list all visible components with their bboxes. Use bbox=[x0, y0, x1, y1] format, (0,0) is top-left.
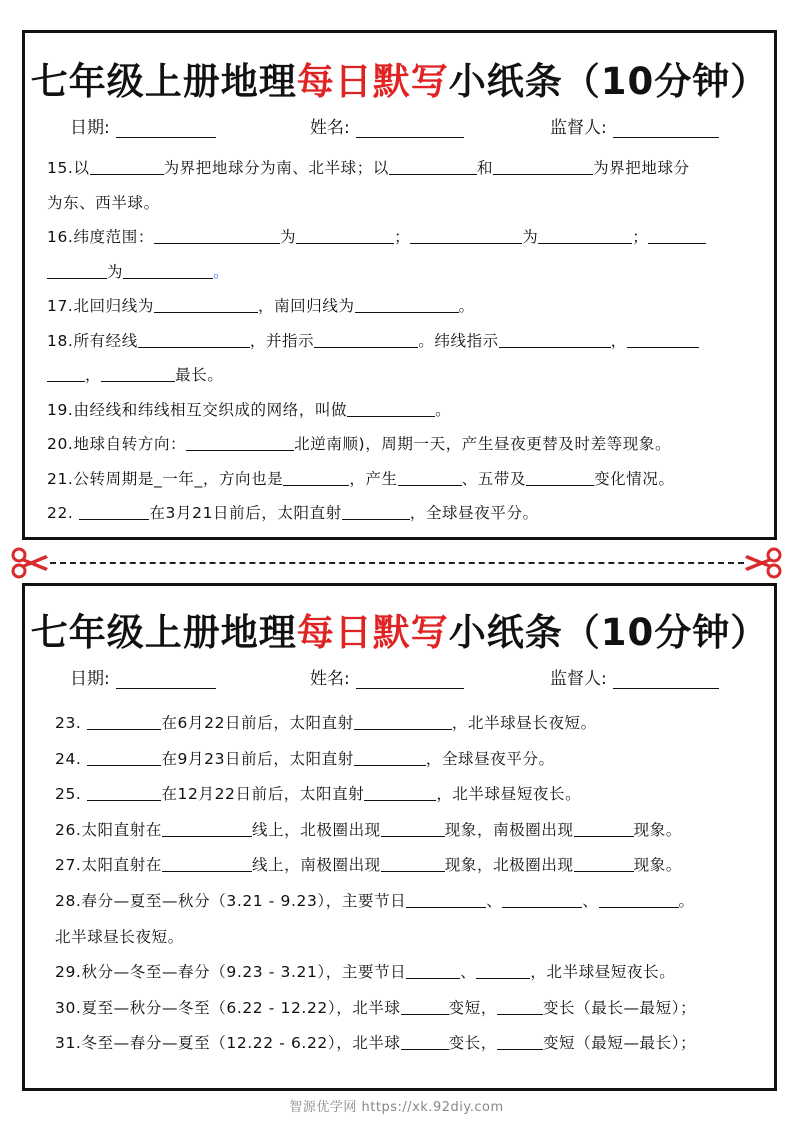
name-field[interactable] bbox=[310, 664, 464, 689]
question-27 bbox=[55, 848, 756, 884]
question-28-continued bbox=[55, 920, 756, 956]
answer-blank[interactable] bbox=[381, 819, 445, 837]
answer-blank[interactable] bbox=[410, 226, 522, 244]
title-suffix: 小纸条（10分钟） bbox=[448, 60, 769, 103]
answer-blank[interactable] bbox=[354, 748, 426, 766]
question-text: 为 bbox=[279, 228, 297, 246]
answer-blank[interactable] bbox=[87, 783, 161, 801]
question-28 bbox=[55, 884, 756, 920]
question-29 bbox=[55, 955, 756, 991]
question-31 bbox=[55, 1026, 756, 1062]
question-text: 现象。 bbox=[633, 856, 682, 875]
question-text: 18. bbox=[47, 331, 74, 350]
question-30 bbox=[55, 991, 756, 1027]
answer-blank[interactable] bbox=[347, 399, 435, 417]
question-text: 现象。 bbox=[633, 820, 682, 839]
question-text: ，北半球昼长夜短。 bbox=[451, 714, 597, 732]
question-list bbox=[25, 151, 774, 531]
name-blank[interactable] bbox=[356, 120, 464, 138]
question-text: 变长， bbox=[448, 1034, 497, 1053]
supervisor-field[interactable] bbox=[550, 664, 719, 689]
question-text: 在9月23日前后，太阳直射 bbox=[161, 749, 354, 768]
question-text: ，北半球昼短夜长。 bbox=[436, 785, 582, 804]
supervisor-blank[interactable] bbox=[613, 120, 719, 138]
question-text: 线上，北极圈出现 bbox=[251, 820, 381, 839]
question-text: 16. bbox=[47, 228, 74, 246]
question-text: 最长。 bbox=[175, 366, 224, 384]
question-text: 太阳直射在 bbox=[81, 856, 162, 875]
cut-line bbox=[0, 546, 793, 580]
answer-blank[interactable] bbox=[364, 783, 436, 801]
answer-blank[interactable] bbox=[47, 261, 107, 279]
scissors-icon bbox=[743, 546, 783, 580]
question-text: 地球自转方向： bbox=[73, 435, 187, 453]
answer-blank[interactable] bbox=[406, 890, 486, 908]
question-text: 北回归线为 bbox=[73, 297, 154, 315]
question-23 bbox=[55, 706, 756, 742]
question-19 bbox=[47, 393, 756, 428]
card-title bbox=[25, 610, 774, 656]
date-blank[interactable] bbox=[116, 120, 216, 138]
title-suffix: 小纸条（10分钟） bbox=[448, 611, 769, 654]
question-text: 变短， bbox=[448, 998, 497, 1017]
answer-blank[interactable] bbox=[154, 226, 280, 244]
answer-blank[interactable] bbox=[314, 330, 418, 348]
question-text: 纬度范围： bbox=[73, 228, 154, 246]
date-label: 日期: bbox=[70, 118, 110, 138]
question-text: 、 bbox=[582, 891, 599, 910]
question-text: ，产生 bbox=[349, 469, 398, 488]
question-text: 27. bbox=[55, 856, 82, 875]
question-text: 秋分—冬至—春分（9.23 - 3.21），主要节日 bbox=[81, 963, 407, 982]
question-text: ，南回归线为 bbox=[257, 297, 355, 315]
question-text: 在12月22日前后，太阳直射 bbox=[161, 785, 365, 804]
answer-blank[interactable] bbox=[497, 997, 543, 1015]
scissors-icon bbox=[10, 546, 50, 580]
question-text: 21. bbox=[47, 469, 74, 488]
question-text: 现象，南极圈出现 bbox=[444, 820, 574, 839]
answer-blank[interactable] bbox=[389, 157, 477, 175]
answer-blank[interactable] bbox=[574, 819, 634, 837]
date-label: 日期: bbox=[70, 669, 110, 689]
name-blank[interactable] bbox=[356, 671, 464, 689]
question-text: 在3月21日前后，太阳直射 bbox=[149, 504, 342, 522]
supervisor-blank[interactable] bbox=[613, 671, 719, 689]
date-field[interactable] bbox=[70, 113, 216, 138]
question-text: 和 bbox=[476, 159, 494, 177]
question-text: 太阳直射在 bbox=[81, 820, 162, 839]
question-text: ； bbox=[394, 228, 411, 246]
question-text: 22. bbox=[47, 504, 74, 522]
answer-blank[interactable] bbox=[574, 854, 634, 872]
question-text: 。 bbox=[213, 262, 230, 281]
question-text: ，全球昼夜平分。 bbox=[425, 749, 555, 768]
question-text: ， bbox=[610, 331, 627, 350]
question-text: 变化情况。 bbox=[594, 469, 675, 488]
supervisor-label: 监督人: bbox=[550, 669, 607, 689]
answer-blank[interactable] bbox=[162, 819, 252, 837]
question-text: 以 bbox=[73, 159, 90, 177]
answer-blank[interactable] bbox=[401, 1032, 449, 1050]
question-text: 31. bbox=[55, 1034, 82, 1053]
question-text: 变短（最短—最长）； bbox=[542, 1034, 697, 1053]
answer-blank[interactable] bbox=[526, 468, 594, 486]
answer-blank[interactable] bbox=[90, 157, 164, 175]
answer-blank[interactable] bbox=[401, 997, 449, 1015]
answer-blank[interactable] bbox=[355, 295, 459, 313]
question-text: 、 bbox=[486, 891, 503, 910]
question-text: 春分—夏至—秋分（3.21 - 9.23），主要节日 bbox=[81, 891, 407, 910]
question-text: 为界把地球分 bbox=[593, 159, 690, 177]
date-blank[interactable] bbox=[116, 671, 216, 689]
question-text: 19. bbox=[47, 400, 74, 419]
question-text: 现象，北极圈出现 bbox=[444, 856, 574, 875]
name-label: 姓名: bbox=[310, 118, 350, 138]
question-text: 20. bbox=[47, 435, 74, 453]
question-text: ，全球昼夜平分。 bbox=[409, 504, 539, 522]
question-21 bbox=[47, 462, 756, 497]
dictation-card-1 bbox=[22, 30, 777, 540]
question-text: 冬至—春分—夏至（12.22 - 6.22），北半球 bbox=[81, 1034, 401, 1053]
question-text: 。 bbox=[458, 297, 475, 315]
question-text: 23. bbox=[55, 714, 82, 732]
answer-blank[interactable] bbox=[283, 468, 349, 486]
question-22 bbox=[47, 496, 756, 531]
question-text: 所有经线 bbox=[73, 331, 138, 350]
question-text: 夏至—秋分—冬至（6.22 - 12.22），北半球 bbox=[81, 998, 401, 1017]
question-text: 、五带及 bbox=[461, 469, 527, 488]
question-text: 。 bbox=[435, 400, 452, 419]
dictation-card-2 bbox=[22, 583, 777, 1091]
answer-blank[interactable] bbox=[599, 890, 679, 908]
question-text: 为界把地球分为南、北半球；以 bbox=[163, 159, 389, 177]
answer-blank[interactable] bbox=[354, 712, 452, 730]
question-text: 。 bbox=[678, 891, 695, 910]
title-highlight: 每日默写 bbox=[296, 60, 449, 103]
question-text: 由经线和纬线相互交织成的网络，叫做 bbox=[73, 400, 348, 419]
question-text: 30. bbox=[55, 998, 82, 1017]
answer-blank[interactable] bbox=[79, 502, 149, 520]
question-15 bbox=[47, 151, 756, 186]
question-text: 29. bbox=[55, 963, 82, 982]
answer-blank[interactable] bbox=[398, 468, 462, 486]
question-text: 为 bbox=[522, 228, 539, 246]
question-text: ，北半球昼短夜长。 bbox=[530, 963, 676, 982]
answer-blank[interactable] bbox=[406, 961, 460, 979]
answer-blank[interactable] bbox=[87, 712, 161, 730]
dashed-divider bbox=[50, 562, 744, 564]
question-text: 17. bbox=[47, 297, 74, 315]
title-prefix: 七年级上册地理 bbox=[30, 60, 297, 103]
question-16 bbox=[47, 220, 756, 255]
question-text: 、 bbox=[460, 963, 477, 982]
answer-blank[interactable] bbox=[296, 226, 394, 244]
name-field[interactable] bbox=[310, 113, 464, 138]
answer-blank[interactable] bbox=[493, 157, 593, 175]
question-text: 为 bbox=[107, 262, 124, 281]
question-text: ； bbox=[632, 228, 649, 246]
question-text: ， bbox=[85, 366, 102, 384]
question-text: 15. bbox=[47, 159, 74, 177]
question-text: 26. bbox=[55, 820, 82, 839]
answer-blank[interactable] bbox=[154, 295, 258, 313]
question-26 bbox=[55, 813, 756, 849]
meta-row bbox=[25, 113, 774, 141]
question-17 bbox=[47, 289, 756, 324]
question-15-continued bbox=[47, 186, 756, 221]
answer-blank[interactable] bbox=[648, 226, 706, 244]
question-18 bbox=[47, 324, 756, 359]
answer-blank[interactable] bbox=[101, 364, 175, 382]
question-25 bbox=[55, 777, 756, 813]
question-text: 公转周期是_一年_，方向也是 bbox=[73, 469, 284, 488]
supervisor-field[interactable] bbox=[550, 113, 719, 138]
question-list bbox=[25, 706, 774, 1062]
question-text: 在6月22日前后，太阳直射 bbox=[161, 714, 354, 732]
question-18-continued bbox=[47, 358, 756, 393]
answer-blank[interactable] bbox=[499, 330, 611, 348]
title-prefix: 七年级上册地理 bbox=[30, 611, 297, 654]
site-watermark: 智源优学网 https://xk.92diy.com bbox=[289, 1100, 504, 1115]
question-text: 北半球昼长夜短。 bbox=[55, 927, 184, 946]
question-text: 北逆南顺)，周期一天，产生昼夜更替及时差等现象。 bbox=[294, 435, 672, 453]
answer-blank[interactable] bbox=[381, 854, 445, 872]
question-text: 线上，南极圈出现 bbox=[251, 856, 381, 875]
name-label: 姓名: bbox=[310, 669, 350, 689]
question-20 bbox=[47, 427, 756, 462]
answer-blank[interactable] bbox=[342, 502, 410, 520]
answer-blank[interactable] bbox=[138, 330, 250, 348]
answer-blank[interactable] bbox=[476, 961, 530, 979]
answer-blank[interactable] bbox=[538, 226, 632, 244]
answer-blank[interactable] bbox=[627, 330, 699, 348]
answer-blank[interactable] bbox=[87, 748, 161, 766]
question-text: 为东、西半球。 bbox=[47, 193, 160, 212]
answer-blank[interactable] bbox=[497, 1032, 543, 1050]
question-text: 28. bbox=[55, 891, 82, 910]
answer-blank[interactable] bbox=[186, 433, 294, 451]
question-24 bbox=[55, 742, 756, 778]
question-text: 24. bbox=[55, 749, 82, 768]
date-field[interactable] bbox=[70, 664, 216, 689]
answer-blank[interactable] bbox=[123, 261, 213, 279]
supervisor-label: 监督人: bbox=[550, 118, 607, 138]
meta-row bbox=[25, 664, 774, 692]
title-highlight: 每日默写 bbox=[296, 611, 449, 654]
answer-blank[interactable] bbox=[502, 890, 582, 908]
question-text: 。纬线指示 bbox=[418, 331, 499, 350]
card-title bbox=[25, 59, 774, 105]
question-text: 变长（最长—最短）； bbox=[542, 998, 697, 1017]
answer-blank[interactable] bbox=[47, 364, 85, 382]
question-16-continued bbox=[47, 255, 756, 290]
question-text: ，并指示 bbox=[249, 331, 315, 350]
question-text: 25. bbox=[55, 785, 82, 804]
answer-blank[interactable] bbox=[162, 854, 252, 872]
